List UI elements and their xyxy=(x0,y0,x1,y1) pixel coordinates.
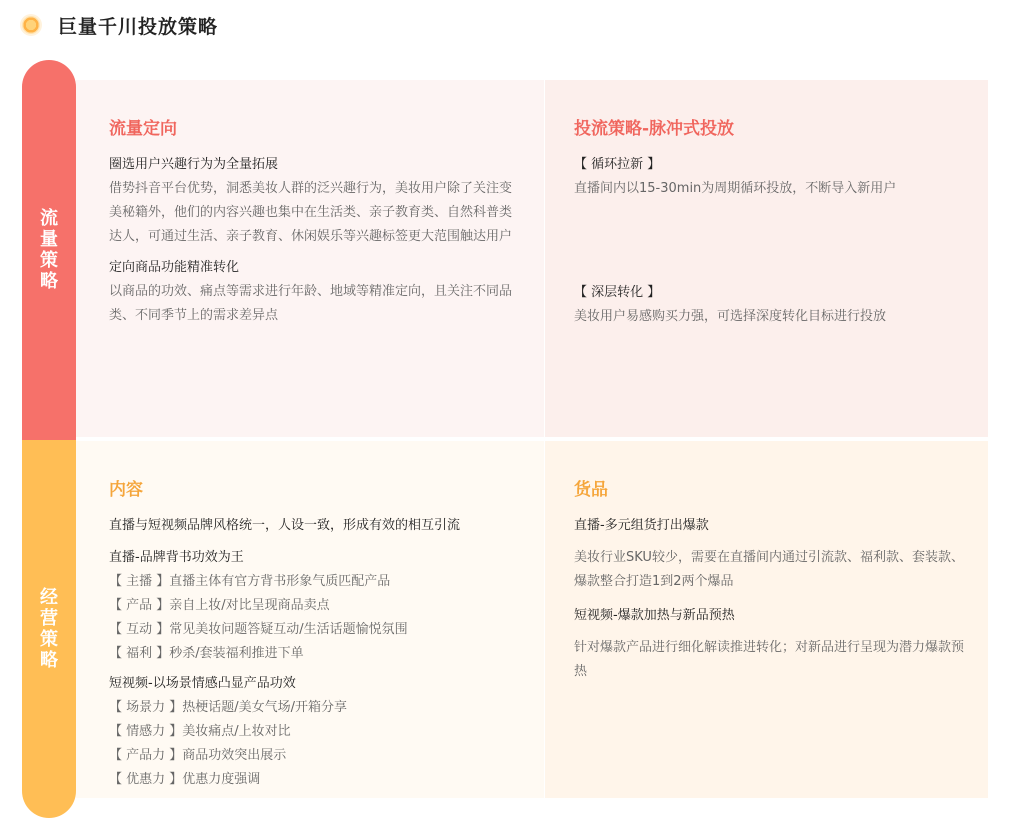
section-body: 美妆行业SKU较少，需要在直播间内通过引流款、福利款、套装款、爆款整合打造1到2两个爆品 xyxy=(574,550,964,589)
traffic-strategy-panel xyxy=(545,80,988,437)
traffic-targeting-title: 流量定向 xyxy=(109,119,177,139)
page-title: 巨量千川投放策略 xyxy=(58,15,219,38)
operation-strategy-rail-label: 经营策略 xyxy=(40,587,58,671)
list-item: 【 场景力 】热梗话题/美女气场/开箱分享 xyxy=(109,700,348,715)
list-item: 【 互动 】常见美妆问题答疑互动/生活话题愉悦氛围 xyxy=(109,622,408,637)
goods-title: 货品 xyxy=(574,480,608,500)
sun-bullet-icon xyxy=(22,16,40,34)
content-intro: 直播与短视频品牌风格统一，人设一致，形成有效的相互引流 xyxy=(109,518,461,533)
video-heading: 短视频-以场景情感凸显产品功效 xyxy=(109,676,296,691)
traffic-strategy-rail-label: 流量策略 xyxy=(40,208,58,292)
section-heading: 【 深层转化 】 xyxy=(574,285,661,300)
list-item: 【 产品力 】商品功效突出展示 xyxy=(109,748,287,763)
section-heading: 直播-多元组货打出爆款 xyxy=(574,518,709,533)
list-item: 【 优惠力 】优惠力度强调 xyxy=(109,772,261,787)
section-body: 借势抖音平台优势，洞悉美妆人群的泛兴趣行为，美妆用户除了关注变美秘籍外，他们的内容兴趣也集中在生活类、亲子教育类、自然科普类达人，可通过生活、亲子教育、休闲娱乐等兴趣标签更大范围触达用户 xyxy=(109,181,513,244)
list-item: 【 主播 】直播主体有官方背书形象气质匹配产品 xyxy=(109,574,391,589)
section-heading: 【 循环拉新 】 xyxy=(574,157,661,172)
section-body: 美妆用户易感购买力强，可选择深度转化目标进行投放 xyxy=(574,309,887,324)
operation-strategy-rail xyxy=(22,440,76,818)
section-body: 以商品的功效、痛点等需求进行年龄、地域等精准定向，且关注不同品类、不同季节上的需求差异点 xyxy=(109,284,513,323)
list-item: 【 产品 】亲自上妆/对比呈现商品卖点 xyxy=(109,598,330,613)
section-body: 直播间内以15-30min为周期循环投放，不断导入新用户 xyxy=(574,181,897,196)
content-title: 内容 xyxy=(109,480,143,500)
goods-panel xyxy=(545,441,988,798)
live-heading: 直播-品牌背书功效为王 xyxy=(109,550,244,565)
section-heading: 圈选用户兴趣行为为全量拓展 xyxy=(109,157,279,172)
traffic-targeting-panel xyxy=(76,80,544,437)
traffic-strategy-rail xyxy=(22,60,76,440)
list-item: 【 情感力 】美妆痛点/上妆对比 xyxy=(109,724,291,739)
list-item: 【 福利 】秒杀/套装福利推进下单 xyxy=(109,646,304,661)
traffic-strategy-title: 投流策略-脉冲式投放 xyxy=(574,119,735,139)
section-heading: 短视频-爆款加热与新品预热 xyxy=(574,608,735,623)
section-heading: 定向商品功能精准转化 xyxy=(109,260,240,275)
section-body: 针对爆款产品进行细化解读推进转化；对新品进行呈现为潜力爆款预热 xyxy=(574,640,965,679)
content-panel xyxy=(76,441,544,798)
page-header xyxy=(22,10,218,40)
